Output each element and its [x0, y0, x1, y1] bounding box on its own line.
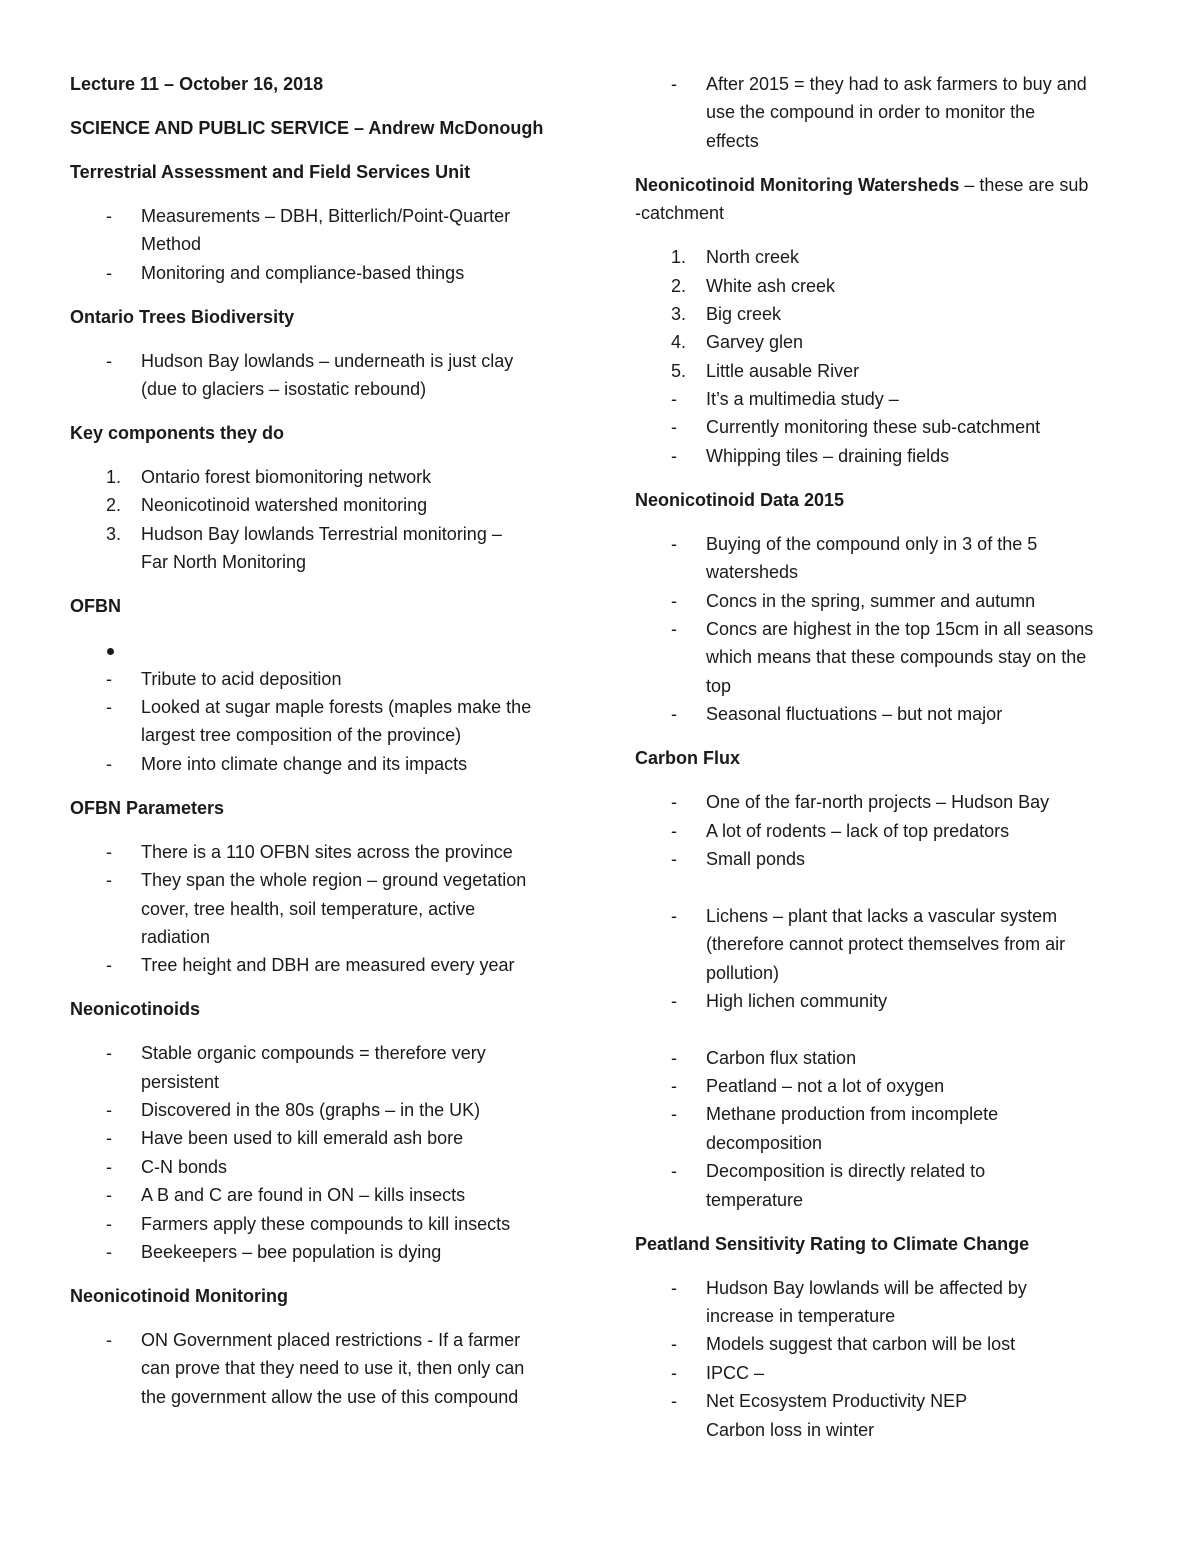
spacer — [635, 1214, 1145, 1230]
list-item — [70, 693, 580, 750]
dash-marker: - — [106, 1100, 112, 1121]
dash-marker: - — [106, 262, 112, 283]
number-marker: 1. — [671, 247, 687, 268]
number-marker: 4. — [671, 332, 687, 353]
list-item-text — [141, 636, 580, 664]
list-item — [70, 1326, 580, 1411]
list-item-text: A lot of rodents – lack of top predators — [706, 820, 1010, 841]
list-item-text: Lichens – plant that lacks a vascular system — [706, 905, 1058, 926]
dash-marker: - — [671, 1391, 677, 1412]
list-item — [635, 1359, 1145, 1387]
list-item-text: (due to glaciers – isostatic rebound) — [141, 379, 427, 400]
spacer — [70, 98, 580, 114]
bullet-dot-icon — [107, 648, 114, 655]
list-item-text: which means that these compounds stay on the — [706, 647, 1087, 668]
dash-marker: - — [671, 445, 677, 466]
section-heading: Lecture 11 – October 16, 2018 — [70, 74, 324, 94]
list-item-text: After 2015 = they had to ask farmers to buy and — [706, 74, 1087, 94]
spacer — [70, 778, 580, 794]
list-item-text: Concs are highest in the top 15cm in all seasons — [706, 619, 1094, 640]
list-item-text: Monitoring and compliance-based things — [141, 262, 465, 283]
list-item-text: Peatland – not a lot of oxygen — [706, 1076, 945, 1097]
dash-marker: - — [671, 417, 677, 438]
spacer — [70, 621, 580, 637]
list-item-text: High lichen community — [706, 990, 888, 1011]
numbered-item — [70, 520, 580, 577]
list-item-text: effects — [706, 130, 759, 151]
number-marker: 2. — [106, 495, 122, 516]
list-item-text: radiation — [141, 926, 211, 947]
dash-marker: - — [671, 1047, 677, 1068]
list-item — [70, 1153, 580, 1181]
list-item-text: North creek — [706, 247, 800, 268]
list-item-text: Neonicotinoid watershed monitoring — [141, 495, 428, 516]
spacer — [70, 822, 580, 838]
spacer — [70, 186, 580, 202]
bullet-marker — [106, 636, 136, 664]
section-heading: OFBN — [70, 596, 121, 617]
list-item — [70, 259, 580, 287]
list-item — [635, 530, 1145, 587]
list-item — [70, 665, 580, 693]
spacer — [635, 155, 1145, 171]
list-item-text: Looked at sugar maple forests (maples make the — [141, 696, 532, 717]
blank-line — [635, 1015, 1145, 1043]
list-item — [70, 202, 580, 259]
dash-marker: - — [106, 1156, 112, 1177]
list-item-text: Beekeepers – bee population is dying — [141, 1242, 442, 1262]
list-item-text: Ontario forest biomonitoring network — [141, 467, 432, 488]
spacer — [70, 331, 580, 347]
list-item-text: Hudson Bay lowlands – underneath is just clay — [141, 350, 514, 371]
list-item-text: Little ausable River — [706, 360, 860, 381]
paragraph-text: -catchment — [635, 203, 725, 224]
dash-marker: - — [671, 1334, 677, 1355]
section-heading: Neonicotinoid Monitoring Watersheds — [635, 174, 960, 195]
list-item-text: Models suggest that carbon will be lost — [706, 1334, 1016, 1355]
list-item-text: the government allow the use of this compound — [141, 1386, 519, 1407]
list-item — [70, 951, 580, 979]
list-item-text: Concs in the spring, summer and autumn — [706, 590, 1036, 611]
list-item-text: watersheds — [706, 562, 799, 583]
list-item-text: One of the far-north projects – Hudson Bay — [706, 792, 1050, 813]
list-item — [635, 1044, 1145, 1072]
dash-marker: - — [106, 668, 112, 689]
dash-marker: - — [106, 350, 112, 371]
section-heading: Neonicotinoid Monitoring — [70, 1285, 288, 1306]
spacer — [70, 287, 580, 303]
list-item-text: Buying of the compound only in 3 of the 5 — [706, 533, 1038, 554]
dash-marker: - — [671, 533, 677, 554]
list-item-text: ON Government placed restrictions - If a farmer — [141, 1329, 521, 1350]
spacer — [70, 577, 580, 593]
list-item — [635, 845, 1145, 873]
list-item-text: Tribute to acid deposition — [141, 668, 342, 689]
list-item — [70, 838, 580, 866]
list-item — [635, 700, 1145, 728]
dash-marker: - — [671, 74, 677, 94]
dash-marker: - — [106, 870, 112, 891]
list-item-text: Seasonal fluctuations – but not major — [706, 704, 1003, 725]
list-item-text: Carbon flux station — [706, 1047, 857, 1068]
list-item — [635, 1330, 1145, 1358]
left-column — [70, 70, 580, 1411]
list-item-text: C-N bonds — [141, 1156, 228, 1177]
list-item — [70, 1181, 580, 1209]
list-item-text: Hudson Bay lowlands will be affected by — [706, 1277, 1027, 1298]
dash-marker: - — [671, 1362, 677, 1383]
number-marker: 5. — [671, 360, 687, 381]
spacer — [70, 1024, 580, 1040]
dash-marker: - — [106, 955, 112, 976]
list-item-text: White ash creek — [706, 275, 836, 296]
list-item-text: Discovered in the 80s (graphs – in the UK) — [141, 1100, 481, 1121]
list-item-text: temperature — [706, 1189, 804, 1210]
dash-marker: - — [671, 1104, 677, 1125]
list-item-text: Far North Monitoring — [141, 552, 307, 573]
list-item-text: Carbon loss in winter — [706, 1419, 875, 1440]
list-item — [70, 1238, 580, 1266]
list-item — [635, 1387, 1145, 1444]
section-heading: OFBN Parameters — [70, 797, 225, 818]
numbered-item — [70, 463, 580, 491]
section-heading: Key components they do — [70, 423, 285, 444]
list-item — [635, 615, 1145, 700]
right-column — [635, 70, 1145, 1444]
list-item-text: Net Ecosystem Productivity NEP — [706, 1391, 968, 1412]
section-heading: Carbon Flux — [635, 748, 741, 769]
spacer — [635, 514, 1145, 530]
list-item-text: More into climate change and its impacts — [141, 753, 468, 774]
dash-marker: - — [106, 1242, 112, 1262]
number-marker: 3. — [106, 523, 122, 544]
dash-marker: - — [106, 1185, 112, 1206]
list-item-text: can prove that they need to use it, then only can — [141, 1358, 525, 1379]
list-item-text: Currently monitoring these sub-catchment — [706, 417, 1041, 438]
section-heading: Peatland Sensitivity Rating to Climate Change — [635, 1233, 1030, 1254]
list-item-text: pollution) — [706, 962, 780, 983]
numbered-item — [70, 491, 580, 519]
list-item-text: Measurements – DBH, Bitterlich/Point-Quarter — [141, 205, 511, 226]
section-heading: Neonicotinoids — [70, 999, 200, 1020]
spacer — [70, 1266, 580, 1282]
numbered-item — [635, 243, 1145, 271]
list-item — [70, 636, 580, 664]
dash-marker: - — [671, 905, 677, 926]
dash-marker: - — [671, 990, 677, 1011]
list-item — [70, 866, 580, 951]
list-item — [635, 1157, 1145, 1214]
list-item-text: cover, tree health, soil temperature, active — [141, 898, 476, 919]
section-heading: SCIENCE AND PUBLIC SERVICE – Andrew McDonough — [70, 117, 544, 138]
dash-marker: - — [671, 1076, 677, 1097]
spacer — [635, 729, 1145, 745]
dash-marker: - — [671, 820, 677, 841]
list-item-text: top — [706, 675, 732, 696]
number-marker: 2. — [671, 275, 687, 296]
list-item — [635, 902, 1145, 987]
list-item-text: use the compound in order to monitor the — [706, 102, 1036, 123]
numbered-item — [635, 272, 1145, 300]
list-item — [635, 1072, 1145, 1100]
list-item — [70, 1096, 580, 1124]
list-item-text: Have been used to kill emerald ash bore — [141, 1128, 464, 1149]
blank-line — [635, 873, 1145, 901]
dash-marker: - — [671, 619, 677, 640]
numbered-item — [635, 300, 1145, 328]
heading-note: – these are sub — [959, 174, 1089, 195]
spacer — [70, 1310, 580, 1326]
dash-marker: - — [106, 841, 112, 862]
list-item-text: Stable organic compounds = therefore very — [141, 1043, 486, 1064]
list-item-text: Small ponds — [706, 848, 806, 869]
dash-marker: - — [106, 1043, 112, 1064]
list-item — [70, 750, 580, 778]
number-marker: 3. — [671, 303, 687, 324]
list-item — [70, 1210, 580, 1238]
list-item — [635, 442, 1145, 470]
list-item-text: There is a 110 OFBN sites across the province — [141, 841, 513, 862]
spacer — [70, 980, 580, 996]
numbered-item — [635, 328, 1145, 356]
dash-marker: - — [671, 848, 677, 869]
list-item-text: Tree height and DBH are measured every year — [141, 955, 515, 976]
list-item — [635, 70, 1145, 155]
list-item-text: Method — [141, 234, 202, 255]
spacer — [635, 470, 1145, 486]
list-item — [635, 788, 1145, 816]
list-item — [635, 1274, 1145, 1331]
dash-marker: - — [106, 1128, 112, 1149]
dash-marker: - — [671, 1161, 677, 1182]
list-item — [635, 385, 1145, 413]
dash-marker: - — [106, 753, 112, 774]
list-item-text: (therefore cannot protect themselves from air — [706, 934, 1066, 955]
list-item-text: A B and C are found in ON – kills insects — [141, 1185, 466, 1206]
list-item-text: Decomposition is directly related to — [706, 1161, 986, 1182]
dash-marker: - — [671, 704, 677, 725]
list-item — [70, 1124, 580, 1152]
numbered-item — [635, 357, 1145, 385]
dash-marker: - — [671, 1277, 677, 1298]
list-item — [70, 1039, 580, 1096]
list-item-text: largest tree composition of the province) — [141, 725, 462, 746]
dash-marker: - — [671, 389, 677, 410]
number-marker: 1. — [106, 467, 122, 488]
list-item-text: Whipping tiles – draining fields — [706, 445, 950, 466]
list-item-text: Hudson Bay lowlands Terrestrial monitoring – — [141, 523, 502, 544]
list-item-text: Farmers apply these compounds to kill insects — [141, 1213, 511, 1234]
spacer — [635, 773, 1145, 789]
dash-marker: - — [671, 792, 677, 813]
spacer — [70, 447, 580, 463]
list-item-text: Big creek — [706, 303, 782, 324]
dash-marker: - — [106, 1329, 112, 1350]
spacer — [70, 403, 580, 419]
dash-marker: - — [106, 696, 112, 717]
section-heading: Terrestrial Assessment and Field Services Unit — [70, 161, 471, 182]
list-item-text: Methane production from incomplete — [706, 1104, 999, 1125]
dash-marker: - — [106, 205, 112, 226]
list-item-text: decomposition — [706, 1132, 823, 1153]
dash-marker: - — [106, 1213, 112, 1234]
spacer — [70, 142, 580, 158]
dash-marker: - — [671, 590, 677, 611]
list-item — [635, 587, 1145, 615]
section-heading: Neonicotinoid Data 2015 — [635, 489, 845, 510]
list-item-text: They span the whole region – ground vegetation — [141, 870, 527, 891]
list-item-text: increase in temperature — [706, 1305, 896, 1326]
list-item — [70, 347, 580, 404]
list-item — [635, 987, 1145, 1015]
list-item — [635, 413, 1145, 441]
list-item-text: It’s a multimedia study – — [706, 389, 899, 410]
spacer — [635, 228, 1145, 244]
list-item-text: persistent — [141, 1071, 220, 1092]
list-item-text: Garvey glen — [706, 332, 804, 353]
section-heading: Ontario Trees Biodiversity — [70, 306, 295, 327]
list-item — [635, 1100, 1145, 1157]
section-heading-line — [635, 171, 1145, 199]
list-item — [635, 817, 1145, 845]
list-item-text: IPCC – — [706, 1362, 765, 1383]
spacer — [635, 1258, 1145, 1274]
